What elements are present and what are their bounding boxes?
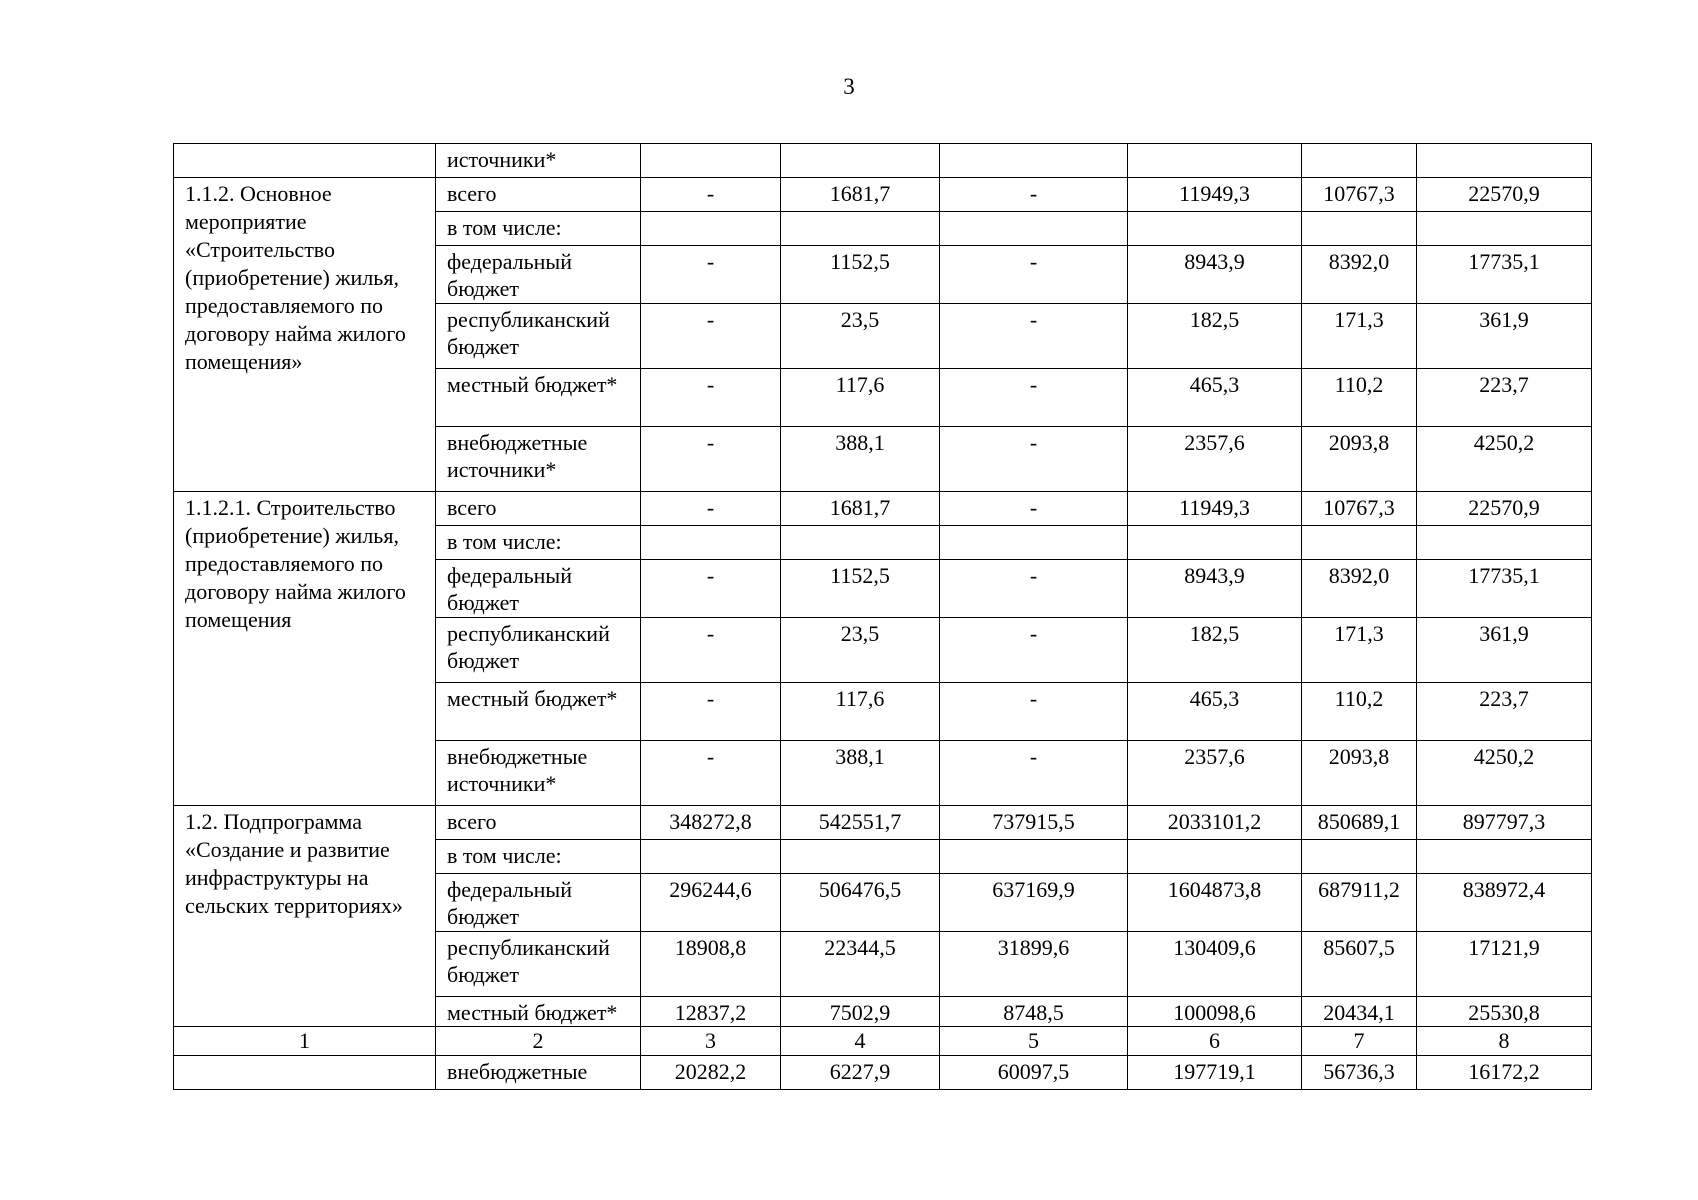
- funding-source-cell: в том числе:: [436, 212, 641, 246]
- value-cell: 23,5: [781, 618, 940, 683]
- value-cell: 31899,6: [940, 932, 1128, 997]
- value-cell: 85607,5: [1302, 932, 1417, 997]
- value-cell: 361,9: [1417, 304, 1592, 369]
- value-cell: -: [940, 683, 1128, 741]
- value-cell: [1302, 526, 1417, 560]
- budget-table: [173, 143, 1592, 1090]
- value-cell: [940, 144, 1128, 178]
- value-cell: 1681,7: [781, 492, 940, 526]
- value-cell: [940, 526, 1128, 560]
- value-cell: [1417, 840, 1592, 874]
- value-cell: 22570,9: [1417, 178, 1592, 212]
- value-cell: [1302, 840, 1417, 874]
- value-cell: 388,1: [781, 427, 940, 492]
- value-cell: -: [641, 246, 781, 304]
- value-cell: 8392,0: [1302, 560, 1417, 618]
- value-cell: 388,1: [781, 741, 940, 806]
- value-cell: -: [940, 304, 1128, 369]
- program-name-cell: 1.2. Подпрограмма «Создание и развитие инфраструктуры на сельских территориях»: [174, 806, 436, 1027]
- value-cell: [1302, 144, 1417, 178]
- value-cell: 20434,1: [1302, 997, 1417, 1027]
- value-cell: 130409,6: [1128, 932, 1302, 997]
- column-numbers-row: [174, 1027, 1592, 1056]
- program-name-cell: [174, 1056, 436, 1090]
- value-cell: 2357,6: [1128, 741, 1302, 806]
- value-cell: 16172,2: [1417, 1056, 1592, 1090]
- value-cell: -: [940, 741, 1128, 806]
- value-cell: -: [641, 427, 781, 492]
- value-cell: 465,3: [1128, 369, 1302, 427]
- value-cell: -: [641, 741, 781, 806]
- page-number: 3: [843, 74, 855, 99]
- value-cell: -: [641, 618, 781, 683]
- value-cell: 110,2: [1302, 683, 1417, 741]
- value-cell: 296244,6: [641, 874, 781, 932]
- value-cell: 361,9: [1417, 618, 1592, 683]
- value-cell: 60097,5: [940, 1056, 1128, 1090]
- value-cell: [1417, 212, 1592, 246]
- value-cell: 897797,3: [1417, 806, 1592, 840]
- value-cell: 7502,9: [781, 997, 940, 1027]
- value-cell: 506476,5: [781, 874, 940, 932]
- value-cell: 1681,7: [781, 178, 940, 212]
- value-cell: [641, 144, 781, 178]
- value-cell: 542551,7: [781, 806, 940, 840]
- column-number-cell: 2: [436, 1027, 641, 1056]
- funding-source-cell: в том числе:: [436, 526, 641, 560]
- value-cell: -: [940, 246, 1128, 304]
- funding-source-cell: источники*: [436, 144, 641, 178]
- program-name-cell: [174, 144, 436, 178]
- value-cell: 197719,1: [1128, 1056, 1302, 1090]
- value-cell: 110,2: [1302, 369, 1417, 427]
- value-cell: 117,6: [781, 683, 940, 741]
- funding-source-cell: внебюджетные: [436, 1056, 641, 1090]
- value-cell: 100098,6: [1128, 997, 1302, 1027]
- value-cell: -: [641, 369, 781, 427]
- funding-source-cell: внебюджетные источники*: [436, 741, 641, 806]
- value-cell: 25530,8: [1417, 997, 1592, 1027]
- value-cell: -: [940, 618, 1128, 683]
- funding-source-cell: местный бюджет*: [436, 369, 641, 427]
- value-cell: 12837,2: [641, 997, 781, 1027]
- table-row: [174, 144, 1592, 178]
- funding-source-cell: федеральный бюджет: [436, 874, 641, 932]
- funding-source-cell: республиканский бюджет: [436, 304, 641, 369]
- value-cell: -: [940, 560, 1128, 618]
- value-cell: 850689,1: [1302, 806, 1417, 840]
- column-number-cell: 4: [781, 1027, 940, 1056]
- column-number-cell: 8: [1417, 1027, 1592, 1056]
- program-name-cell: 1.1.2. Основное мероприятие «Строительство (приобретение) жилья, предоставляемого по договору найма жилого помещения»: [174, 178, 436, 492]
- funding-source-cell: всего: [436, 492, 641, 526]
- column-number-cell: 6: [1128, 1027, 1302, 1056]
- funding-source-cell: в том числе:: [436, 840, 641, 874]
- value-cell: 182,5: [1128, 304, 1302, 369]
- value-cell: 8943,9: [1128, 560, 1302, 618]
- funding-source-cell: внебюджетные источники*: [436, 427, 641, 492]
- value-cell: 17121,9: [1417, 932, 1592, 997]
- value-cell: [781, 212, 940, 246]
- funding-source-cell: федеральный бюджет: [436, 560, 641, 618]
- value-cell: [641, 840, 781, 874]
- column-number-cell: 5: [940, 1027, 1128, 1056]
- value-cell: 182,5: [1128, 618, 1302, 683]
- value-cell: 737915,5: [940, 806, 1128, 840]
- column-number-cell: 1: [174, 1027, 436, 1056]
- value-cell: 2033101,2: [1128, 806, 1302, 840]
- value-cell: 2357,6: [1128, 427, 1302, 492]
- value-cell: 8748,5: [940, 997, 1128, 1027]
- value-cell: 17735,1: [1417, 560, 1592, 618]
- value-cell: 11949,3: [1128, 178, 1302, 212]
- value-cell: 10767,3: [1302, 492, 1417, 526]
- value-cell: 637169,9: [940, 874, 1128, 932]
- value-cell: -: [641, 560, 781, 618]
- value-cell: 1604873,8: [1128, 874, 1302, 932]
- value-cell: 20282,2: [641, 1056, 781, 1090]
- value-cell: [1302, 212, 1417, 246]
- value-cell: [1128, 840, 1302, 874]
- value-cell: 838972,4: [1417, 874, 1592, 932]
- value-cell: 348272,8: [641, 806, 781, 840]
- table-row: [174, 178, 1592, 212]
- value-cell: [940, 212, 1128, 246]
- funding-source-cell: местный бюджет*: [436, 997, 641, 1027]
- value-cell: 18908,8: [641, 932, 781, 997]
- value-cell: [1128, 526, 1302, 560]
- funding-source-cell: федеральный бюджет: [436, 246, 641, 304]
- table-row: [174, 1056, 1592, 1090]
- funding-source-cell: всего: [436, 806, 641, 840]
- value-cell: [781, 840, 940, 874]
- value-cell: 465,3: [1128, 683, 1302, 741]
- value-cell: 171,3: [1302, 304, 1417, 369]
- funding-source-cell: республиканский бюджет: [436, 618, 641, 683]
- table-row: [174, 492, 1592, 526]
- value-cell: [781, 144, 940, 178]
- value-cell: -: [641, 683, 781, 741]
- column-number-cell: 7: [1302, 1027, 1417, 1056]
- value-cell: -: [940, 369, 1128, 427]
- value-cell: [641, 212, 781, 246]
- value-cell: 10767,3: [1302, 178, 1417, 212]
- value-cell: 171,3: [1302, 618, 1417, 683]
- value-cell: 4250,2: [1417, 427, 1592, 492]
- value-cell: 23,5: [781, 304, 940, 369]
- value-cell: -: [940, 427, 1128, 492]
- table-row: [174, 806, 1592, 840]
- value-cell: 223,7: [1417, 369, 1592, 427]
- program-name-cell: 1.1.2.1. Строительство (приобретение) жилья, предоставляемого по договору найма жилого помещения: [174, 492, 436, 806]
- funding-source-cell: местный бюджет*: [436, 683, 641, 741]
- value-cell: 6227,9: [781, 1056, 940, 1090]
- value-cell: -: [940, 492, 1128, 526]
- value-cell: [1128, 212, 1302, 246]
- value-cell: 1152,5: [781, 560, 940, 618]
- funding-source-cell: всего: [436, 178, 641, 212]
- value-cell: 2093,8: [1302, 741, 1417, 806]
- value-cell: 4250,2: [1417, 741, 1592, 806]
- value-cell: 687911,2: [1302, 874, 1417, 932]
- value-cell: [1417, 144, 1592, 178]
- value-cell: [781, 526, 940, 560]
- value-cell: [940, 840, 1128, 874]
- value-cell: 22344,5: [781, 932, 940, 997]
- value-cell: 56736,3: [1302, 1056, 1417, 1090]
- value-cell: -: [641, 492, 781, 526]
- value-cell: 11949,3: [1128, 492, 1302, 526]
- value-cell: [1128, 144, 1302, 178]
- value-cell: 117,6: [781, 369, 940, 427]
- value-cell: 2093,8: [1302, 427, 1417, 492]
- value-cell: 1152,5: [781, 246, 940, 304]
- value-cell: [1417, 526, 1592, 560]
- value-cell: 8392,0: [1302, 246, 1417, 304]
- value-cell: [641, 526, 781, 560]
- value-cell: 8943,9: [1128, 246, 1302, 304]
- column-number-cell: 3: [641, 1027, 781, 1056]
- value-cell: -: [641, 178, 781, 212]
- value-cell: 17735,1: [1417, 246, 1592, 304]
- value-cell: -: [940, 178, 1128, 212]
- value-cell: 223,7: [1417, 683, 1592, 741]
- value-cell: 22570,9: [1417, 492, 1592, 526]
- value-cell: -: [641, 304, 781, 369]
- funding-source-cell: республиканский бюджет: [436, 932, 641, 997]
